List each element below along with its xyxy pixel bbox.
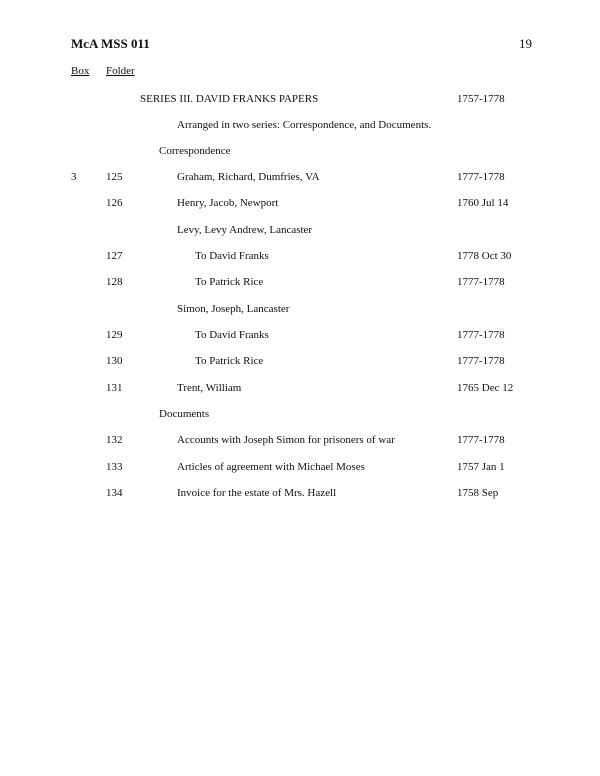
table-row (0, 461, 600, 477)
entry-title: Invoice for the estate of Mrs. Hazell (177, 487, 337, 499)
table-row (0, 224, 600, 240)
entry-title: To Patrick Rice (195, 276, 264, 288)
folder-number: 132 (106, 434, 123, 446)
entry-title: Graham, Richard, Dumfries, VA (177, 171, 320, 183)
entry-title: Simon, Joseph, Lancaster (177, 303, 290, 315)
series-title: SERIES III. DAVID FRANKS PAPERS (140, 93, 319, 105)
entry-date: 1757 Jan 1 (457, 461, 505, 473)
box-column-header: Box (71, 65, 90, 77)
entry-title: To David Franks (195, 329, 269, 341)
box-number: 3 (71, 171, 77, 183)
table-row (0, 434, 600, 450)
entry-title: Articles of agreement with Michael Moses (177, 461, 365, 473)
folder-number: 128 (106, 276, 123, 288)
subseries-heading-row (0, 408, 600, 424)
entry-date: 1778 Oct 30 (457, 250, 512, 262)
folder-number: 134 (106, 487, 123, 499)
entry-title: Levy, Levy Andrew, Lancaster (177, 224, 313, 236)
entry-date: 1765 Dec 12 (457, 382, 514, 394)
folder-number: 133 (106, 461, 123, 473)
entry-date: 1777-1778 (457, 329, 505, 341)
table-row (0, 329, 600, 345)
table-row (0, 197, 600, 213)
series-date: 1757-1778 (457, 93, 505, 105)
entry-title: Accounts with Joseph Simon for prisoners of war (177, 434, 395, 446)
table-row (0, 487, 600, 503)
subseries-title: Correspondence (159, 145, 231, 157)
folder-number: 127 (106, 250, 123, 262)
collection-id: McA MSS 011 (71, 36, 150, 51)
subseries-title: Documents (159, 408, 210, 420)
subseries-heading-row (0, 145, 600, 161)
arrangement-note: Arranged in two series: Correspondence, and Documents. (177, 119, 432, 131)
entry-title: Henry, Jacob, Newport (177, 197, 279, 209)
entry-date: 1777-1778 (457, 434, 505, 446)
entry-title: To Patrick Rice (195, 355, 264, 367)
entry-date: 1777-1778 (457, 276, 505, 288)
folder-number: 129 (106, 329, 123, 341)
entry-title: To David Franks (195, 250, 269, 262)
folder-number: 130 (106, 355, 123, 367)
folder-column-header: Folder (106, 65, 135, 77)
entry-date: 1777-1778 (457, 355, 505, 367)
series-heading-row (0, 93, 600, 109)
table-row (0, 171, 600, 187)
folder-number: 131 (106, 382, 123, 394)
folder-number: 126 (106, 197, 123, 209)
table-row (0, 276, 600, 292)
entry-date: 1777-1778 (457, 171, 505, 183)
table-row (0, 250, 600, 266)
table-row (0, 382, 600, 398)
entry-date: 1760 Jul 14 (457, 197, 509, 209)
table-row (0, 355, 600, 371)
entry-title: Trent, William (177, 382, 242, 394)
entry-date: 1758 Sep (457, 487, 499, 499)
arrangement-note-row (0, 119, 600, 135)
folder-number: 125 (106, 171, 123, 183)
page-number: 19 (519, 36, 532, 51)
table-row (0, 303, 600, 319)
